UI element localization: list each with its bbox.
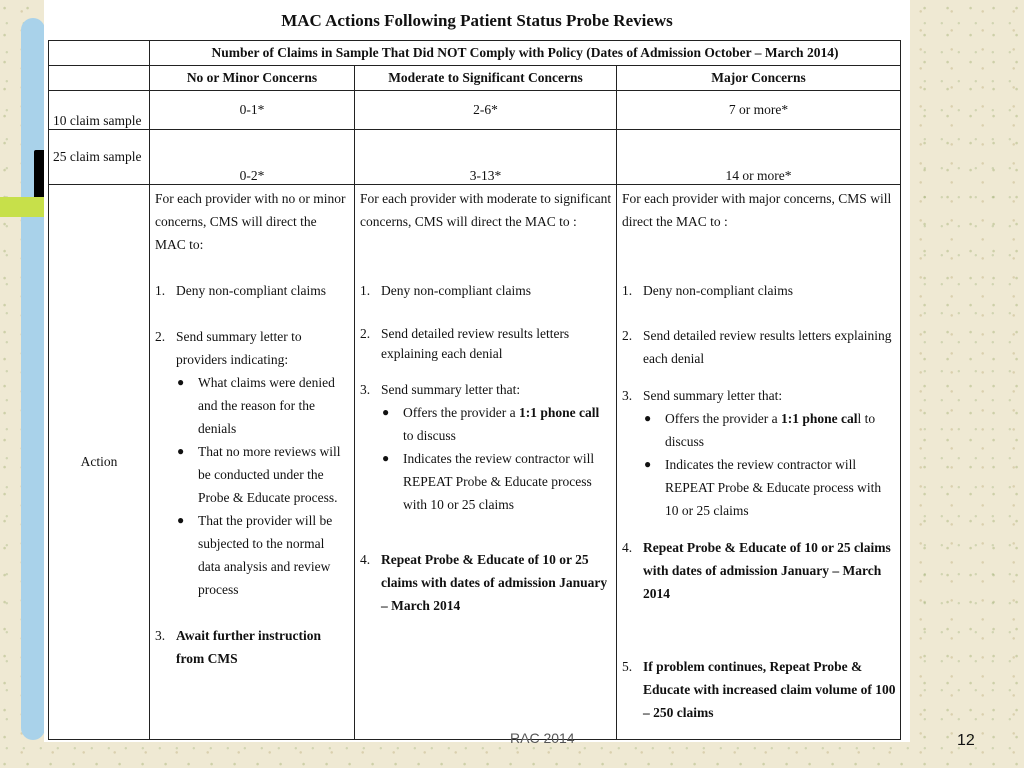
list-item: 1. Deny non-compliant claims bbox=[155, 279, 350, 302]
moderate-item-1: Deny non-compliant claims bbox=[381, 283, 531, 298]
document-title: MAC Actions Following Patient Status Probe Reviews bbox=[281, 11, 673, 30]
list-item: 1. Deny non-compliant claims bbox=[360, 279, 612, 302]
list-item: ● That the provider will be subjected to the normal data analysis and review process bbox=[177, 509, 350, 601]
list-item: 2. Send detailed review results letters explaining each denial bbox=[360, 324, 612, 364]
list-item: ● What claims were denied and the reason for the denials bbox=[177, 371, 350, 440]
major-bullet-list bbox=[622, 407, 896, 522]
table-row bbox=[49, 91, 901, 130]
blank-corner-cell bbox=[49, 66, 150, 91]
row-label-25-claim: 25 claim sample bbox=[49, 130, 150, 185]
list-item: ● Indicates the review contractor will REPEAT Probe & Educate process with 10 or 25 claims bbox=[382, 447, 612, 516]
list-item: 3. Send summary letter that: bbox=[360, 378, 612, 401]
action-cell-moderate bbox=[355, 185, 617, 740]
action-row bbox=[49, 185, 901, 740]
minor-item-1: Deny non-compliant claims bbox=[176, 283, 326, 298]
decorative-green-stripe bbox=[0, 197, 44, 217]
value-cell: 14 or more* bbox=[617, 130, 901, 185]
minor-item-2: Send summary letter to providers indicating: bbox=[176, 329, 302, 367]
major-item-5: If problem continues, Repeat Probe & Educate with increased claim volume of 100 – 250 claims bbox=[643, 659, 896, 720]
column-header-moderate: Moderate to Significant Concerns bbox=[355, 66, 617, 91]
header-row-top bbox=[49, 41, 901, 66]
minor-bullet-list bbox=[155, 371, 350, 601]
minor-bullet-1: What claims were denied and the reason for the denials bbox=[198, 375, 335, 436]
list-item: 2. Send summary letter to providers indicating: bbox=[155, 325, 350, 371]
actions-table bbox=[48, 40, 901, 740]
major-intro: For each provider with major concerns, CMS will direct the MAC to : bbox=[622, 191, 892, 229]
blank-corner-cell bbox=[49, 41, 150, 66]
value-cell: 2-6* bbox=[355, 91, 617, 130]
list-item: ● Offers the provider a 1:1 phone call to discuss bbox=[382, 401, 612, 447]
minor-intro: For each provider with no or minor concerns, CMS will direct the MAC to: bbox=[155, 191, 346, 252]
moderate-intro: For each provider with moderate to significant concerns, CMS will direct the MAC to : bbox=[360, 191, 612, 229]
list-item: 4. Repeat Probe & Educate of 10 or 25 claims with dates of admission January – March 2014 bbox=[622, 536, 896, 605]
column-header-minor: No or Minor Concerns bbox=[150, 66, 355, 91]
major-bullet-1: Offers the provider a 1:1 phone call to discuss bbox=[665, 411, 876, 449]
minor-bullet-2: That no more reviews will be conducted under the Probe & Educate process. bbox=[198, 444, 341, 505]
list-item: ● Offers the provider a 1:1 phone call to discuss bbox=[644, 407, 896, 453]
major-item-1: Deny non-compliant claims bbox=[643, 283, 793, 298]
row-label-10-claim: 10 claim sample bbox=[49, 91, 150, 130]
list-item: 1. Deny non-compliant claims bbox=[622, 279, 896, 302]
list-item: 5. If problem continues, Repeat Probe & Educate with increased claim volume of 100 – 250 claims bbox=[622, 655, 896, 724]
value-cell: 0-2* bbox=[150, 130, 355, 185]
page-number: 12 bbox=[957, 732, 975, 749]
table-row bbox=[49, 130, 901, 185]
moderate-item-4: Repeat Probe & Educate of 10 or 25 claims with dates of admission January – March 2014 bbox=[381, 552, 608, 613]
major-item-2: Send detailed review results letters explaining each denial bbox=[643, 328, 892, 366]
minor-bullet-3: That the provider will be subjected to the normal data analysis and review process bbox=[198, 513, 333, 597]
moderate-bullet-2: Indicates the review contractor will REPEAT Probe & Educate process with 10 or 25 claims bbox=[403, 451, 595, 512]
value-cell: 0-1* bbox=[150, 91, 355, 130]
moderate-bullet-1: Offers the provider a 1:1 phone call to discuss bbox=[403, 405, 600, 443]
moderate-item-2: Send detailed review results letters explaining each denial bbox=[381, 326, 570, 361]
list-item: 2. Send detailed review results letters explaining each denial bbox=[622, 324, 896, 370]
list-item: 4. Repeat Probe & Educate of 10 or 25 claims with dates of admission January – March 2014 bbox=[360, 548, 612, 617]
list-item: 3. Await further instruction from CMS bbox=[155, 624, 350, 670]
column-header-major: Major Concerns bbox=[617, 66, 901, 91]
footer-label: RAC 2014 bbox=[510, 730, 575, 746]
list-item: 3. Send summary letter that: bbox=[622, 384, 896, 407]
major-bullet-2: Indicates the review contractor will REPEAT Probe & Educate process with 10 or 25 claims bbox=[665, 457, 882, 518]
minor-item-3: Await further instruction from CMS bbox=[176, 628, 321, 666]
moderate-item-3: Send summary letter that: bbox=[381, 382, 521, 397]
header-noncomply: Number of Claims in Sample That Did NOT Comply with Policy (Dates of Admission October – March 2014) bbox=[150, 41, 901, 66]
slide-content bbox=[44, 0, 910, 742]
header-row-columns bbox=[49, 66, 901, 91]
action-cell-minor bbox=[150, 185, 355, 740]
value-cell: 3-13* bbox=[355, 130, 617, 185]
moderate-bullet-list bbox=[360, 401, 612, 516]
list-item: ● Indicates the review contractor will REPEAT Probe & Educate process with 10 or 25 claims bbox=[644, 453, 896, 522]
list-item: ● That no more reviews will be conducted under the Probe & Educate process. bbox=[177, 440, 350, 509]
major-item-4: Repeat Probe & Educate of 10 or 25 claims with dates of admission January – March 2014 bbox=[643, 540, 891, 601]
action-cell-major bbox=[617, 185, 901, 740]
major-item-3: Send summary letter that: bbox=[643, 388, 783, 403]
row-label-action: Action bbox=[49, 185, 150, 740]
value-cell: 7 or more* bbox=[617, 91, 901, 130]
decorative-side-bar bbox=[21, 18, 45, 740]
